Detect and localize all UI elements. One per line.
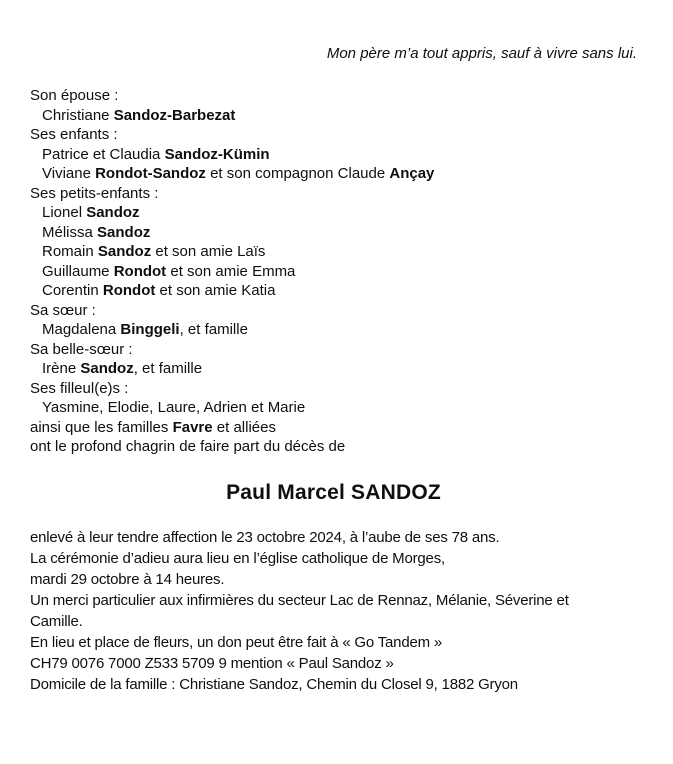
family-line (30, 281, 637, 301)
family-line-text: Ses enfants : (30, 126, 118, 143)
family-line (30, 418, 637, 438)
family-line-text: Patrice et Claudia (42, 145, 165, 163)
family-line-text: Sa sœur : (30, 301, 96, 319)
family-line (30, 203, 637, 223)
family-line-text: Viviane (42, 165, 96, 182)
family-line-text: Sa belle-sœur : (30, 340, 133, 358)
family-line-text: Ses petits-enfants : (30, 184, 159, 202)
family-member-surname: Ançay (389, 165, 435, 182)
family-line-text: Guillaume (42, 262, 114, 280)
family-line-text: et son amie Katia (155, 282, 276, 299)
details-line: CH79 0076 7000 Z533 5709 9 mention « Paul Sandoz » (30, 654, 394, 672)
family-line (30, 437, 637, 457)
family-line-text: Mélissa (42, 223, 98, 241)
family-member-surname: Sandoz-Barbezat (113, 106, 236, 124)
family-line (30, 184, 637, 204)
family-list (30, 86, 637, 457)
family-line-text: Irène (42, 360, 81, 377)
family-line (30, 106, 637, 126)
family-line-text: Christiane (42, 106, 114, 124)
family-line (30, 125, 637, 145)
details-line: La cérémonie d’adieu aura lieu en l’église catholique de Morges, (30, 549, 445, 567)
family-line-text: et son amie Emma (166, 262, 296, 280)
family-line (30, 340, 637, 360)
family-member-surname: Rondot (102, 282, 156, 299)
family-member-surname: Binggeli (120, 321, 180, 338)
details-line: Camille. (30, 612, 83, 630)
epigraph-quote: Mon père m’a tout appris, sauf à vivre sans lui. (326, 45, 637, 62)
family-line (30, 86, 637, 106)
details-line: mardi 29 octobre à 14 heures. (30, 570, 225, 588)
family-line (30, 359, 637, 379)
family-line-text: Magdalena (42, 321, 121, 338)
family-line (30, 223, 637, 243)
family-line (30, 262, 637, 282)
family-line-text: et son amie Laïs (151, 243, 266, 260)
family-line-text: ainsi que les familles (30, 418, 173, 436)
family-member-surname: Sandoz (97, 223, 151, 241)
obituary-document (0, 44, 673, 764)
family-line-text: et son compagnon Claude (205, 165, 390, 182)
family-member-surname: Rondot (113, 262, 167, 280)
family-member-surname: Rondot-Sandoz (95, 165, 206, 182)
family-line-text: , et famille (133, 360, 203, 377)
family-line-text: Son épouse : (30, 87, 119, 104)
family-member-surname: Sandoz (80, 360, 134, 377)
family-line-text: ont le profond chagrin de faire part du décès de (30, 438, 346, 455)
family-line (30, 320, 637, 340)
family-line-text: et alliées (212, 418, 276, 436)
details-line: Un merci particulier aux infirmières du secteur Lac de Rennaz, Mélanie, Séverine et (30, 591, 569, 609)
family-line-text: Romain (42, 243, 98, 260)
deceased-name: Paul Marcel SANDOZ (226, 480, 441, 504)
family-member-surname: Sandoz (86, 204, 140, 221)
family-line (30, 145, 637, 165)
family-line-text: Yasmine, Elodie, Laure, Adrien et Marie (42, 399, 306, 416)
family-line (30, 379, 637, 399)
family-member-surname: Sandoz (97, 243, 152, 260)
family-line-text: Corentin (42, 282, 103, 299)
family-line (30, 301, 637, 321)
details-line: En lieu et place de fleurs, un don peut être fait à « Go Tandem » (30, 633, 443, 651)
family-line (30, 164, 637, 184)
family-member-surname: Sandoz-Kümin (164, 145, 270, 163)
family-line (30, 242, 637, 262)
family-line-text: Ses filleul(e)s : (30, 379, 129, 397)
family-member-surname: Favre (172, 418, 213, 436)
details-paragraphs (30, 527, 637, 695)
family-line (30, 398, 637, 418)
family-line-text: Lionel (42, 204, 87, 221)
details-line: enlevé à leur tendre affection le 23 octobre 2024, à l’aube de ses 78 ans. (30, 528, 500, 546)
details-line: Domicile de la famille : Christiane Sandoz, Chemin du Closel 9, 1882 Gryon (30, 675, 518, 693)
family-line-text: , et famille (179, 321, 248, 338)
